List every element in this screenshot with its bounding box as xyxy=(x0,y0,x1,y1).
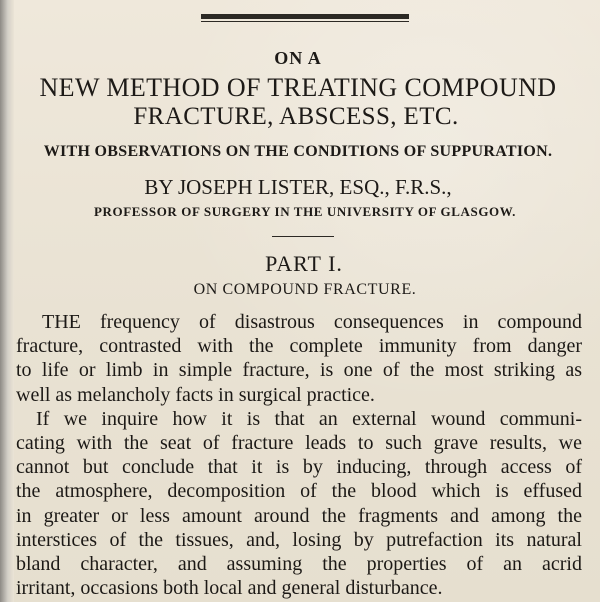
title-line-2: FRACTURE, ABSCESS, ETC. xyxy=(133,103,459,130)
title-line-1: NEW METHOD OF TREATING COMPOUND xyxy=(39,73,557,102)
section-heading: ON COMPOUND FRACTURE. xyxy=(193,281,417,298)
affiliation-line: PROFESSOR OF SURGERY IN THE UNIVERSITY OF GLASGOW. xyxy=(93,204,517,219)
body-line: cannot but conclude that it is by inducing, through access of xyxy=(16,456,582,479)
author-line: BY JOSEPH LISTER, ESQ., F.R.S., xyxy=(144,175,452,199)
body-line: irritant, occasions both local and general disturbance. xyxy=(16,577,443,600)
body-text xyxy=(16,310,582,600)
section-divider xyxy=(272,236,334,237)
body-line: THE frequency of disastrous consequences in compound xyxy=(42,311,582,333)
body-line: well as melancholy facts in surgical practice. xyxy=(16,383,375,406)
body-line: to life or limb in simple fracture, is one of the most striking as xyxy=(16,359,582,382)
body-line: fracture, contrasted with the complete immunity from danger xyxy=(16,335,582,358)
subtitle: WITH OBSERVATIONS ON THE CONDITIONS OF SUPPURATION. xyxy=(43,143,553,160)
body-line: If we inquire how it is that an external wound communi- xyxy=(36,407,582,430)
body-line: the atmosphere, decomposition of the blood which is effused xyxy=(16,480,582,503)
top-double-rule xyxy=(201,14,409,19)
body-line: bland character, and assuming the properties of an acrid xyxy=(16,552,582,575)
left-page-edge xyxy=(0,0,14,602)
part-heading: PART I. xyxy=(265,251,343,276)
body-line: interstices of the tissues, and, losing by putrefaction its natural xyxy=(16,528,582,551)
body-line: cating with the seat of fracture leads to such grave results, we xyxy=(16,431,582,454)
body-line: in greater or less amount around the fragments and among the xyxy=(16,504,582,527)
on-a-label: ON A xyxy=(274,48,322,68)
